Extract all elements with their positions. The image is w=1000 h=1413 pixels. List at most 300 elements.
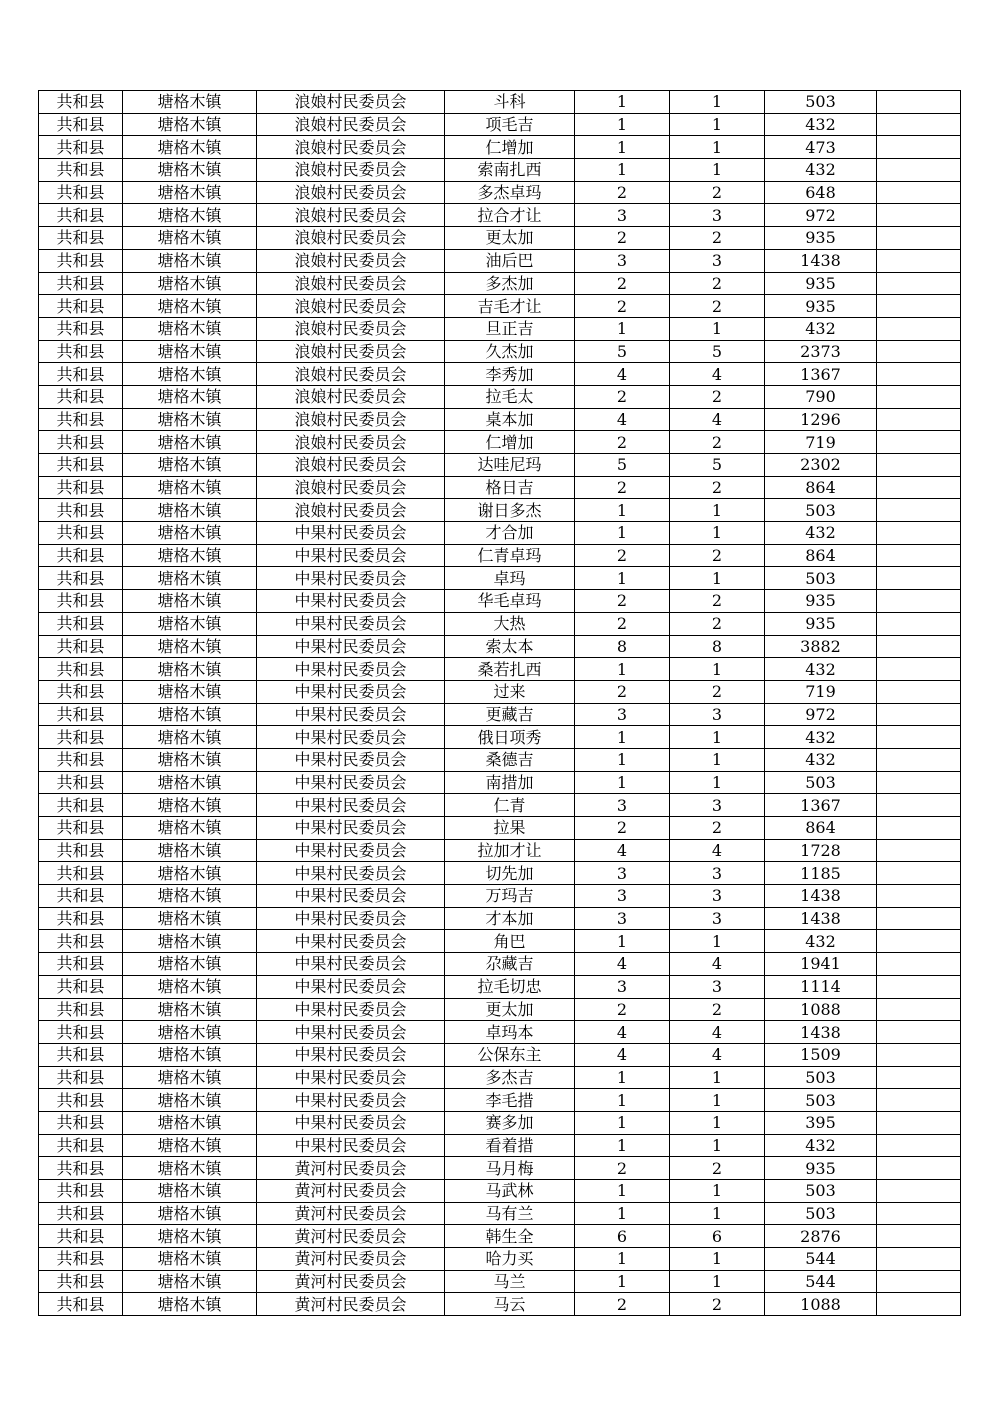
- village-cell: 中果村民委员会: [257, 794, 445, 817]
- person-count-cell: 2: [670, 1293, 765, 1316]
- name-cell: 尕藏吉: [445, 953, 575, 976]
- household-count-cell: 3: [575, 885, 670, 908]
- amount-cell: 473: [765, 136, 877, 159]
- county-cell: 共和县: [39, 1134, 123, 1157]
- village-cell: 黄河村民委员会: [257, 1157, 445, 1180]
- table-body: [39, 91, 961, 1316]
- household-count-cell: 3: [575, 204, 670, 227]
- table-row: [39, 385, 961, 408]
- table-row: [39, 317, 961, 340]
- name-cell: 拉果: [445, 817, 575, 840]
- household-count-cell: 8: [575, 635, 670, 658]
- person-count-cell: 5: [670, 340, 765, 363]
- note-cell: [877, 363, 961, 386]
- town-cell: 塘格木镇: [123, 1248, 257, 1271]
- person-count-cell: 1: [670, 567, 765, 590]
- table-row: [39, 839, 961, 862]
- table-row: [39, 1089, 961, 1112]
- village-cell: 中果村民委员会: [257, 771, 445, 794]
- name-cell: 多杰吉: [445, 1066, 575, 1089]
- note-cell: [877, 317, 961, 340]
- note-cell: [877, 726, 961, 749]
- name-cell: 华毛卓玛: [445, 590, 575, 613]
- amount-cell: 864: [765, 476, 877, 499]
- town-cell: 塘格木镇: [123, 249, 257, 272]
- name-cell: 更太加: [445, 998, 575, 1021]
- village-cell: 中果村民委员会: [257, 635, 445, 658]
- town-cell: 塘格木镇: [123, 1293, 257, 1316]
- table-row: [39, 159, 961, 182]
- amount-cell: 935: [765, 590, 877, 613]
- person-count-cell: 4: [670, 408, 765, 431]
- village-cell: 中果村民委员会: [257, 930, 445, 953]
- person-count-cell: 1: [670, 113, 765, 136]
- town-cell: 塘格木镇: [123, 1089, 257, 1112]
- table-row: [39, 658, 961, 681]
- village-cell: 中果村民委员会: [257, 522, 445, 545]
- note-cell: [877, 408, 961, 431]
- note-cell: [877, 1202, 961, 1225]
- household-count-cell: 4: [575, 363, 670, 386]
- person-count-cell: 6: [670, 1225, 765, 1248]
- household-count-cell: 2: [575, 1293, 670, 1316]
- village-cell: 中果村民委员会: [257, 885, 445, 908]
- town-cell: 塘格木镇: [123, 1270, 257, 1293]
- table-row: [39, 907, 961, 930]
- household-count-cell: 1: [575, 1270, 670, 1293]
- amount-cell: 1185: [765, 862, 877, 885]
- table-row: [39, 204, 961, 227]
- town-cell: 塘格木镇: [123, 771, 257, 794]
- table-row: [39, 91, 961, 114]
- county-cell: 共和县: [39, 272, 123, 295]
- amount-cell: 719: [765, 680, 877, 703]
- name-cell: 多杰加: [445, 272, 575, 295]
- name-cell: 马月梅: [445, 1157, 575, 1180]
- village-cell: 中果村民委员会: [257, 567, 445, 590]
- county-cell: 共和县: [39, 1248, 123, 1271]
- table-row: [39, 272, 961, 295]
- household-count-cell: 4: [575, 839, 670, 862]
- note-cell: [877, 204, 961, 227]
- county-cell: 共和县: [39, 227, 123, 250]
- name-cell: 桑德吉: [445, 748, 575, 771]
- note-cell: [877, 590, 961, 613]
- name-cell: 卓玛: [445, 567, 575, 590]
- town-cell: 塘格木镇: [123, 1202, 257, 1225]
- person-count-cell: 4: [670, 953, 765, 976]
- county-cell: 共和县: [39, 1202, 123, 1225]
- village-cell: 浪娘村民委员会: [257, 227, 445, 250]
- person-count-cell: 2: [670, 1157, 765, 1180]
- note-cell: [877, 612, 961, 635]
- town-cell: 塘格木镇: [123, 1180, 257, 1203]
- amount-cell: 935: [765, 272, 877, 295]
- note-cell: [877, 249, 961, 272]
- village-cell: 中果村民委员会: [257, 748, 445, 771]
- town-cell: 塘格木镇: [123, 227, 257, 250]
- village-cell: 浪娘村民委员会: [257, 249, 445, 272]
- county-cell: 共和县: [39, 544, 123, 567]
- person-count-cell: 3: [670, 249, 765, 272]
- note-cell: [877, 91, 961, 114]
- village-cell: 中果村民委员会: [257, 658, 445, 681]
- household-count-cell: 2: [575, 998, 670, 1021]
- household-count-cell: 2: [575, 385, 670, 408]
- table-row: [39, 1270, 961, 1293]
- village-cell: 黄河村民委员会: [257, 1180, 445, 1203]
- county-cell: 共和县: [39, 136, 123, 159]
- note-cell: [877, 476, 961, 499]
- table-row: [39, 1111, 961, 1134]
- note-cell: [877, 1043, 961, 1066]
- note-cell: [877, 1111, 961, 1134]
- amount-cell: 1728: [765, 839, 877, 862]
- household-count-cell: 2: [575, 272, 670, 295]
- name-cell: 谢日多杰: [445, 499, 575, 522]
- town-cell: 塘格木镇: [123, 385, 257, 408]
- village-cell: 浪娘村民委员会: [257, 136, 445, 159]
- town-cell: 塘格木镇: [123, 567, 257, 590]
- household-count-cell: 2: [575, 590, 670, 613]
- town-cell: 塘格木镇: [123, 794, 257, 817]
- person-count-cell: 3: [670, 862, 765, 885]
- town-cell: 塘格木镇: [123, 635, 257, 658]
- table-row: [39, 862, 961, 885]
- household-count-cell: 1: [575, 1089, 670, 1112]
- table-row: [39, 1225, 961, 1248]
- town-cell: 塘格木镇: [123, 839, 257, 862]
- household-count-cell: 3: [575, 907, 670, 930]
- town-cell: 塘格木镇: [123, 953, 257, 976]
- table-row: [39, 817, 961, 840]
- person-count-cell: 1: [670, 91, 765, 114]
- household-count-cell: 2: [575, 476, 670, 499]
- village-cell: 中果村民委员会: [257, 1134, 445, 1157]
- household-count-cell: 4: [575, 1043, 670, 1066]
- household-count-cell: 2: [575, 544, 670, 567]
- person-count-cell: 3: [670, 907, 765, 930]
- note-cell: [877, 930, 961, 953]
- household-count-cell: 2: [575, 181, 670, 204]
- amount-cell: 503: [765, 567, 877, 590]
- person-count-cell: 1: [670, 136, 765, 159]
- table-row: [39, 431, 961, 454]
- person-count-cell: 2: [670, 590, 765, 613]
- note-cell: [877, 499, 961, 522]
- note-cell: [877, 1225, 961, 1248]
- amount-cell: 432: [765, 317, 877, 340]
- name-cell: 拉加才让: [445, 839, 575, 862]
- table-row: [39, 1202, 961, 1225]
- county-cell: 共和县: [39, 385, 123, 408]
- county-cell: 共和县: [39, 817, 123, 840]
- village-cell: 黄河村民委员会: [257, 1248, 445, 1271]
- county-cell: 共和县: [39, 1089, 123, 1112]
- county-cell: 共和县: [39, 885, 123, 908]
- name-cell: 达哇尼玛: [445, 454, 575, 477]
- county-cell: 共和县: [39, 431, 123, 454]
- amount-cell: 1438: [765, 1021, 877, 1044]
- table-row: [39, 635, 961, 658]
- village-cell: 浪娘村民委员会: [257, 272, 445, 295]
- person-count-cell: 1: [670, 522, 765, 545]
- person-count-cell: 1: [670, 1111, 765, 1134]
- name-cell: 马武林: [445, 1180, 575, 1203]
- town-cell: 塘格木镇: [123, 544, 257, 567]
- name-cell: 才合加: [445, 522, 575, 545]
- table-row: [39, 726, 961, 749]
- table-row: [39, 340, 961, 363]
- table-row: [39, 454, 961, 477]
- household-count-cell: 1: [575, 113, 670, 136]
- person-count-cell: 3: [670, 885, 765, 908]
- table-row: [39, 408, 961, 431]
- county-cell: 共和县: [39, 1021, 123, 1044]
- county-cell: 共和县: [39, 1225, 123, 1248]
- table-row: [39, 1043, 961, 1066]
- note-cell: [877, 998, 961, 1021]
- name-cell: 仁增加: [445, 136, 575, 159]
- village-cell: 中果村民委员会: [257, 953, 445, 976]
- household-count-cell: 2: [575, 817, 670, 840]
- table-row: [39, 567, 961, 590]
- name-cell: 大热: [445, 612, 575, 635]
- note-cell: [877, 454, 961, 477]
- name-cell: 仁增加: [445, 431, 575, 454]
- person-count-cell: 8: [670, 635, 765, 658]
- amount-cell: 395: [765, 1111, 877, 1134]
- person-count-cell: 5: [670, 454, 765, 477]
- county-cell: 共和县: [39, 771, 123, 794]
- name-cell: 赛多加: [445, 1111, 575, 1134]
- amount-cell: 1438: [765, 249, 877, 272]
- note-cell: [877, 1021, 961, 1044]
- household-count-cell: 1: [575, 567, 670, 590]
- village-cell: 黄河村民委员会: [257, 1293, 445, 1316]
- village-cell: 浪娘村民委员会: [257, 181, 445, 204]
- person-count-cell: 3: [670, 975, 765, 998]
- village-cell: 中果村民委员会: [257, 703, 445, 726]
- amount-cell: 864: [765, 544, 877, 567]
- table-row: [39, 249, 961, 272]
- village-cell: 中果村民委员会: [257, 907, 445, 930]
- table-row: [39, 612, 961, 635]
- county-cell: 共和县: [39, 862, 123, 885]
- name-cell: 油后巴: [445, 249, 575, 272]
- household-count-cell: 2: [575, 431, 670, 454]
- person-count-cell: 4: [670, 363, 765, 386]
- village-cell: 浪娘村民委员会: [257, 317, 445, 340]
- table-row: [39, 113, 961, 136]
- town-cell: 塘格木镇: [123, 340, 257, 363]
- county-cell: 共和县: [39, 476, 123, 499]
- town-cell: 塘格木镇: [123, 181, 257, 204]
- village-cell: 中果村民委员会: [257, 544, 445, 567]
- amount-cell: 2373: [765, 340, 877, 363]
- town-cell: 塘格木镇: [123, 612, 257, 635]
- table-row: [39, 1157, 961, 1180]
- table-row: [39, 1066, 961, 1089]
- county-cell: 共和县: [39, 839, 123, 862]
- household-count-cell: 3: [575, 794, 670, 817]
- town-cell: 塘格木镇: [123, 295, 257, 318]
- household-count-cell: 2: [575, 227, 670, 250]
- town-cell: 塘格木镇: [123, 204, 257, 227]
- note-cell: [877, 862, 961, 885]
- village-cell: 中果村民委员会: [257, 1066, 445, 1089]
- town-cell: 塘格木镇: [123, 159, 257, 182]
- household-count-cell: 1: [575, 1134, 670, 1157]
- town-cell: 塘格木镇: [123, 885, 257, 908]
- town-cell: 塘格木镇: [123, 431, 257, 454]
- note-cell: [877, 544, 961, 567]
- town-cell: 塘格木镇: [123, 272, 257, 295]
- village-cell: 中果村民委员会: [257, 1021, 445, 1044]
- note-cell: [877, 272, 961, 295]
- note-cell: [877, 1248, 961, 1271]
- amount-cell: 1509: [765, 1043, 877, 1066]
- amount-cell: 432: [765, 658, 877, 681]
- village-cell: 浪娘村民委员会: [257, 295, 445, 318]
- household-count-cell: 1: [575, 930, 670, 953]
- name-cell: 更太加: [445, 227, 575, 250]
- note-cell: [877, 431, 961, 454]
- town-cell: 塘格木镇: [123, 408, 257, 431]
- household-count-cell: 1: [575, 1180, 670, 1203]
- note-cell: [877, 635, 961, 658]
- note-cell: [877, 522, 961, 545]
- amount-cell: 1438: [765, 885, 877, 908]
- county-cell: 共和县: [39, 1293, 123, 1316]
- note-cell: [877, 771, 961, 794]
- county-cell: 共和县: [39, 748, 123, 771]
- amount-cell: 1941: [765, 953, 877, 976]
- table-row: [39, 544, 961, 567]
- amount-cell: 503: [765, 1089, 877, 1112]
- household-count-cell: 1: [575, 1202, 670, 1225]
- data-table: [38, 90, 961, 1316]
- town-cell: 塘格木镇: [123, 862, 257, 885]
- note-cell: [877, 181, 961, 204]
- amount-cell: 2302: [765, 454, 877, 477]
- county-cell: 共和县: [39, 1270, 123, 1293]
- note-cell: [877, 817, 961, 840]
- county-cell: 共和县: [39, 204, 123, 227]
- note-cell: [877, 703, 961, 726]
- name-cell: 万玛吉: [445, 885, 575, 908]
- note-cell: [877, 748, 961, 771]
- note-cell: [877, 794, 961, 817]
- village-cell: 中果村民委员会: [257, 1043, 445, 1066]
- town-cell: 塘格木镇: [123, 91, 257, 114]
- person-count-cell: 2: [670, 227, 765, 250]
- village-cell: 中果村民委员会: [257, 1111, 445, 1134]
- county-cell: 共和县: [39, 975, 123, 998]
- town-cell: 塘格木镇: [123, 1066, 257, 1089]
- name-cell: 斗科: [445, 91, 575, 114]
- amount-cell: 1367: [765, 794, 877, 817]
- household-count-cell: 2: [575, 295, 670, 318]
- note-cell: [877, 1293, 961, 1316]
- amount-cell: 503: [765, 1066, 877, 1089]
- county-cell: 共和县: [39, 91, 123, 114]
- name-cell: 李秀加: [445, 363, 575, 386]
- town-cell: 塘格木镇: [123, 1134, 257, 1157]
- town-cell: 塘格木镇: [123, 1021, 257, 1044]
- amount-cell: 432: [765, 930, 877, 953]
- person-count-cell: 2: [670, 181, 765, 204]
- household-count-cell: 5: [575, 454, 670, 477]
- county-cell: 共和县: [39, 1066, 123, 1089]
- village-cell: 中果村民委员会: [257, 975, 445, 998]
- household-count-cell: 2: [575, 612, 670, 635]
- person-count-cell: 1: [670, 1202, 765, 1225]
- household-count-cell: 3: [575, 703, 670, 726]
- amount-cell: 3882: [765, 635, 877, 658]
- town-cell: 塘格木镇: [123, 726, 257, 749]
- town-cell: 塘格木镇: [123, 703, 257, 726]
- person-count-cell: 2: [670, 385, 765, 408]
- household-count-cell: 2: [575, 680, 670, 703]
- household-count-cell: 1: [575, 658, 670, 681]
- person-count-cell: 2: [670, 544, 765, 567]
- note-cell: [877, 385, 961, 408]
- note-cell: [877, 1066, 961, 1089]
- person-count-cell: 2: [670, 476, 765, 499]
- person-count-cell: 1: [670, 726, 765, 749]
- amount-cell: 864: [765, 817, 877, 840]
- name-cell: 拉毛切忠: [445, 975, 575, 998]
- table-row: [39, 1248, 961, 1271]
- note-cell: [877, 839, 961, 862]
- county-cell: 共和县: [39, 249, 123, 272]
- village-cell: 浪娘村民委员会: [257, 159, 445, 182]
- county-cell: 共和县: [39, 340, 123, 363]
- amount-cell: 432: [765, 159, 877, 182]
- village-cell: 浪娘村民委员会: [257, 91, 445, 114]
- amount-cell: 432: [765, 1134, 877, 1157]
- household-count-cell: 2: [575, 1157, 670, 1180]
- household-count-cell: 1: [575, 136, 670, 159]
- name-cell: 桌本加: [445, 408, 575, 431]
- county-cell: 共和县: [39, 726, 123, 749]
- village-cell: 浪娘村民委员会: [257, 499, 445, 522]
- amount-cell: 935: [765, 295, 877, 318]
- note-cell: [877, 1180, 961, 1203]
- amount-cell: 544: [765, 1248, 877, 1271]
- person-count-cell: 3: [670, 703, 765, 726]
- village-cell: 中果村民委员会: [257, 612, 445, 635]
- person-count-cell: 4: [670, 839, 765, 862]
- note-cell: [877, 1134, 961, 1157]
- amount-cell: 503: [765, 1202, 877, 1225]
- name-cell: 桑若扎西: [445, 658, 575, 681]
- household-count-cell: 5: [575, 340, 670, 363]
- name-cell: 卓玛本: [445, 1021, 575, 1044]
- household-count-cell: 4: [575, 953, 670, 976]
- note-cell: [877, 658, 961, 681]
- name-cell: 吉毛才让: [445, 295, 575, 318]
- note-cell: [877, 1270, 961, 1293]
- county-cell: 共和县: [39, 295, 123, 318]
- household-count-cell: 1: [575, 91, 670, 114]
- town-cell: 塘格木镇: [123, 930, 257, 953]
- county-cell: 共和县: [39, 317, 123, 340]
- county-cell: 共和县: [39, 567, 123, 590]
- table-row: [39, 227, 961, 250]
- person-count-cell: 1: [670, 1134, 765, 1157]
